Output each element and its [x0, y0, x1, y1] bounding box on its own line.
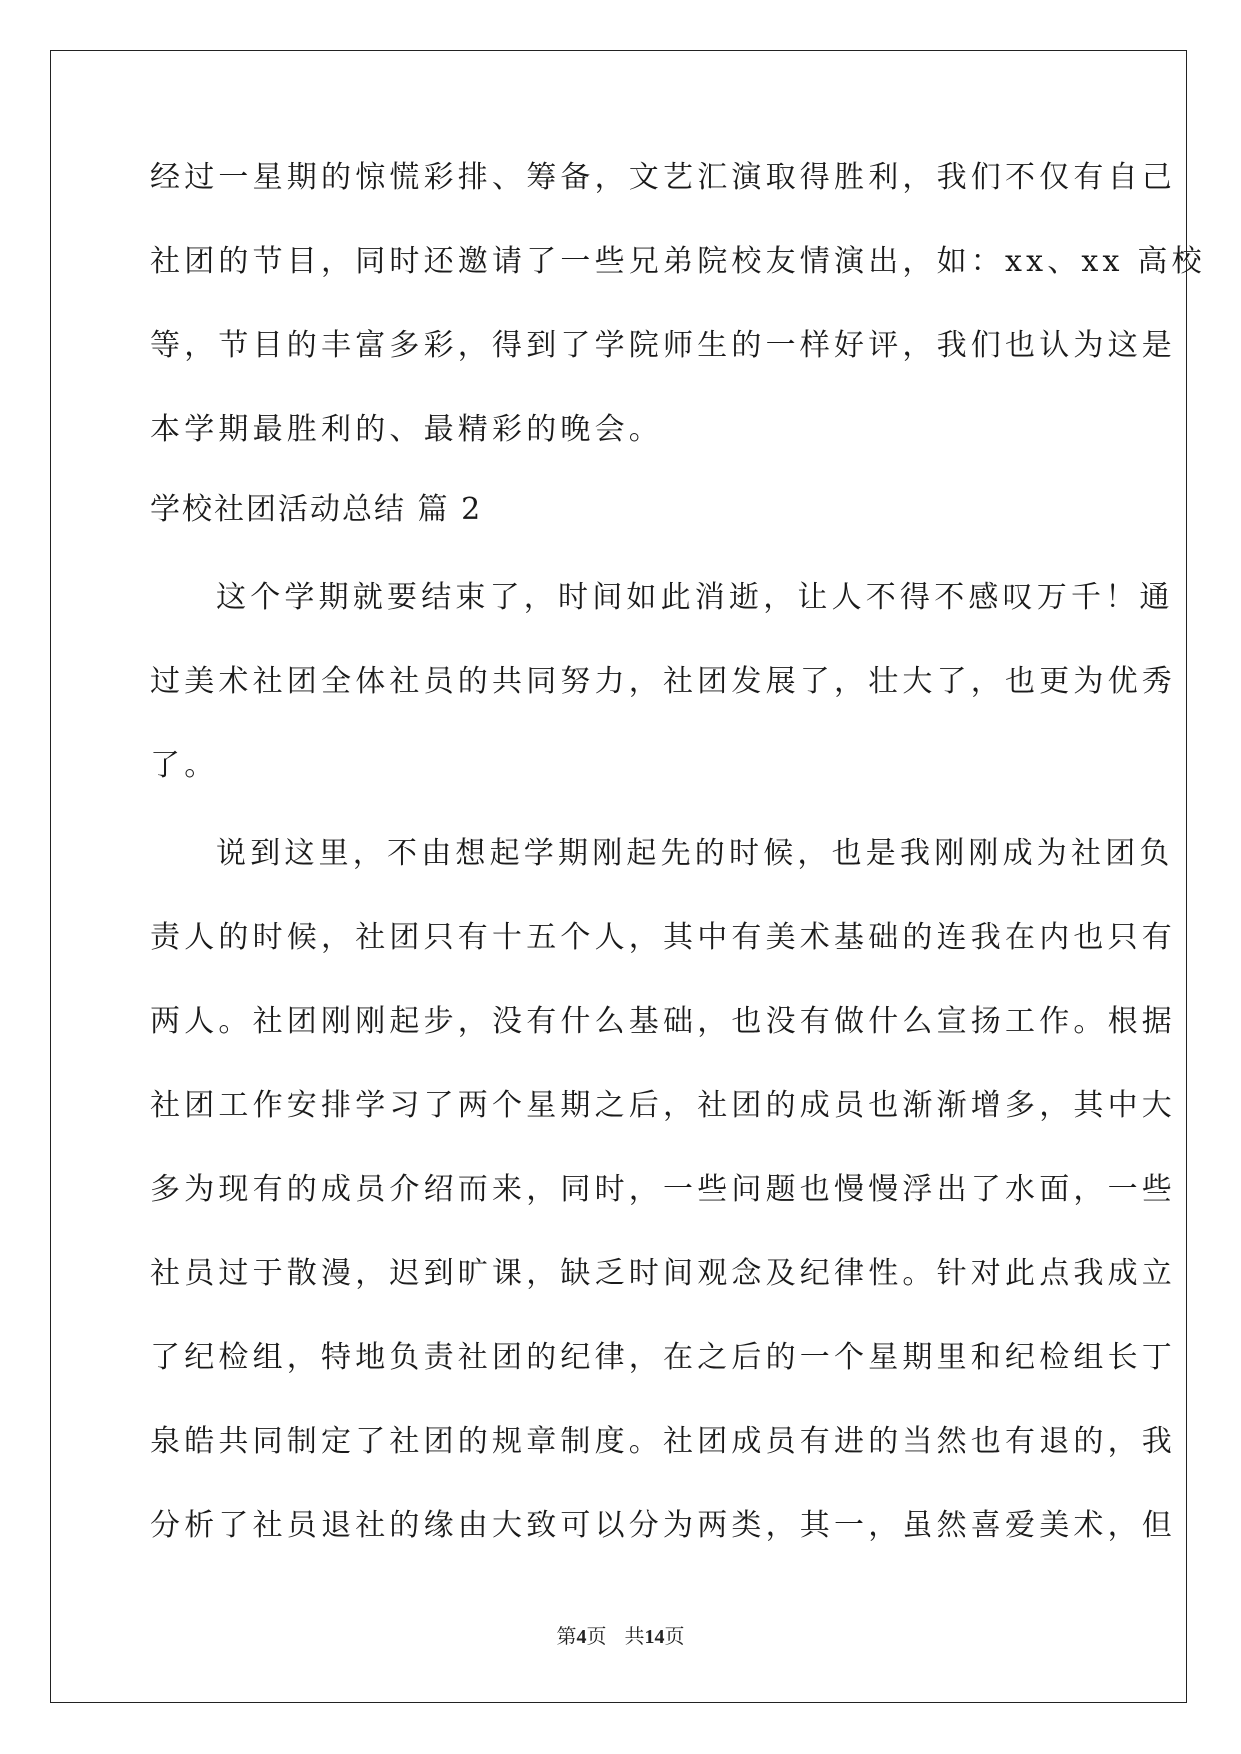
- total-prefix: 共: [624, 1626, 645, 1648]
- text-line: 这个学期就要结束了，时间如此消逝，让人不得不感叹万千！通: [216, 580, 1174, 615]
- document-body: [150, 160, 1206, 1544]
- paragraph-3: [150, 836, 1176, 1544]
- text-line: 社团的节目，同时还邀请了一些兄弟院校友情演出，如：xx、xx 高校: [150, 244, 1206, 279]
- text-line: 社团工作安排学习了两个星期之后，社团的成员也渐渐增多，其中大: [150, 1088, 1176, 1123]
- total-suffix: 页: [664, 1626, 685, 1648]
- text-line: 分析了社员退社的缘由大致可以分为两类，其一，虽然喜爱美术，但: [150, 1508, 1176, 1543]
- page-prefix: 第: [556, 1626, 577, 1648]
- text-line: 了纪检组，特地负责社团的纪律，在之后的一个星期里和纪检组长丁: [150, 1340, 1176, 1375]
- text-line: 本学期最胜利的、最精彩的晚会。: [150, 412, 663, 447]
- paragraph-1: [150, 160, 1206, 448]
- text-line: 说到这里，不由想起学期刚起先的时候，也是我刚刚成为社团负: [216, 836, 1174, 871]
- text-line: 了。: [150, 748, 219, 783]
- page-suffix: 页: [586, 1626, 607, 1648]
- text-line: 泉皓共同制定了社团的规章制度。社团成员有进的当然也有退的，我: [150, 1424, 1176, 1459]
- text-line: 过美术社团全体社员的共同努力，社团发展了，壮大了，也更为优秀: [150, 664, 1176, 699]
- page-number: 4: [576, 1626, 587, 1648]
- text-line: 社员过于散漫，迟到旷课，缺乏时间观念及纪律性。针对此点我成立: [150, 1256, 1176, 1291]
- total-pages: 14: [644, 1626, 665, 1648]
- text-line: 两人。社团刚刚起步，没有什么基础，也没有做什么宣扬工作。根据: [150, 1004, 1176, 1039]
- text-line: 经过一星期的惊慌彩排、筹备，文艺汇演取得胜利，我们不仅有自己: [150, 160, 1176, 195]
- page-footer: [0, 1620, 1241, 1649]
- text-line: 等，节目的丰富多彩，得到了学院师生的一样好评，我们也认为这是: [150, 328, 1176, 363]
- section-heading: 学校社团活动总结 篇 2: [150, 492, 483, 527]
- paragraph-2: [150, 580, 1176, 784]
- text-line: 责人的时候，社团只有十五个人，其中有美术基础的连我在内也只有: [150, 920, 1176, 955]
- text-line: 多为现有的成员介绍而来，同时，一些问题也慢慢浮出了水面，一些: [150, 1172, 1176, 1207]
